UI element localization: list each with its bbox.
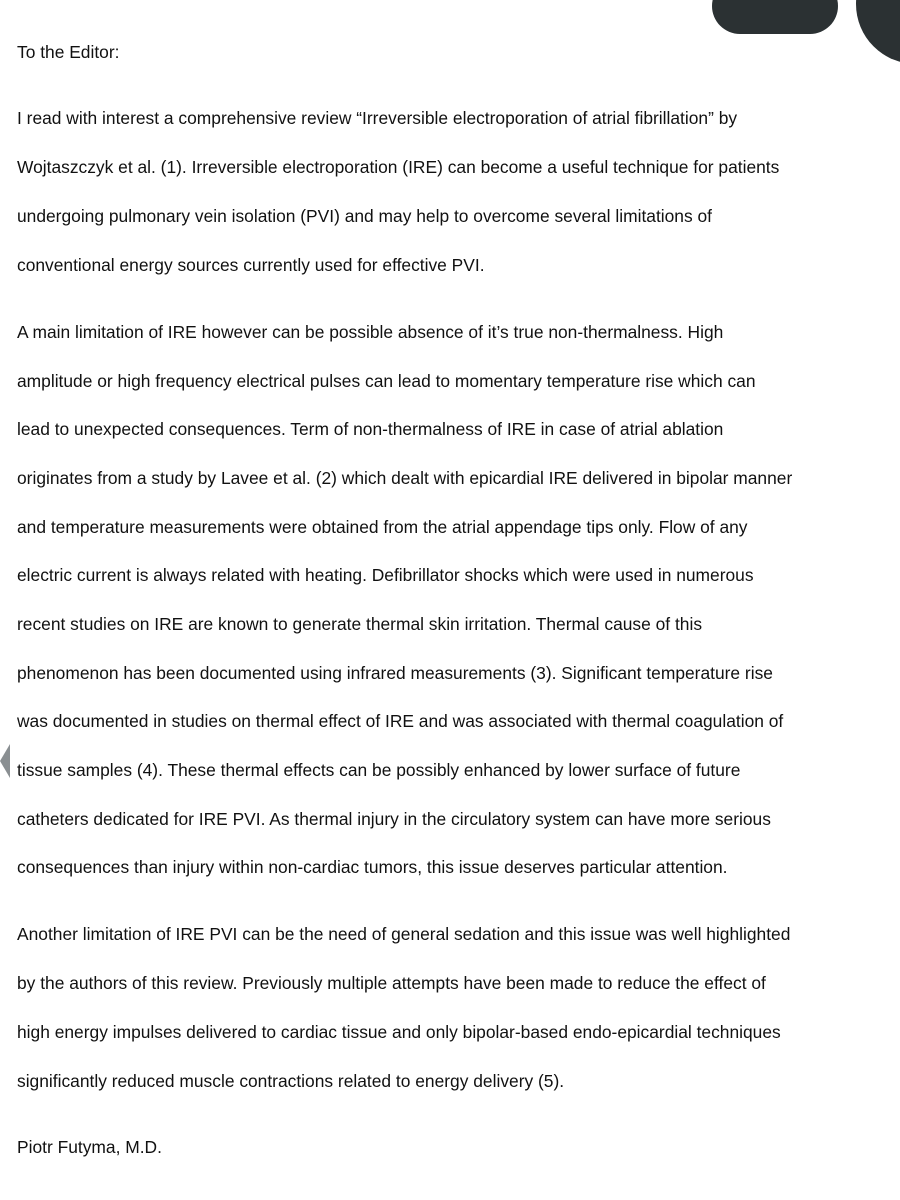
page-indicator-label <box>712 0 838 4</box>
paragraph-line: significantly reduced muscle contractions related to energy delivery (5). <box>17 1071 565 1091</box>
paragraph-line: undergoing pulmonary vein isolation (PVI) and may help to overcome several limitations of <box>17 206 713 226</box>
paragraph-line: recent studies on IRE are known to generate thermal skin irritation. Thermal cause of this <box>17 614 703 634</box>
paragraph-line: by the authors of this review. Previously multiple attempts have been made to reduce the effect of <box>17 973 766 993</box>
paragraph-line: originates from a study by Lavee et al. (2) which dealt with epicardial IRE delivered in bipolar manner <box>17 468 793 488</box>
page-indicator <box>712 0 838 34</box>
viewer-menu-button[interactable] <box>856 0 900 64</box>
paragraph-line: consequences than injury within non-cardiac tumors, this issue deserves particular attention. <box>17 857 728 877</box>
paragraph-line: tissue samples (4). These thermal effects can be possibly enhanced by lower surface of future <box>17 760 741 780</box>
paragraph-line: amplitude or high frequency electrical pulses can lead to momentary temperature rise which can <box>17 371 756 391</box>
paragraph-line: was documented in studies on thermal effect of IRE and was associated with thermal coagulation of <box>17 711 784 731</box>
paragraph-line: high energy impulses delivered to cardiac tissue and only bipolar-based endo-epicardial techniques <box>17 1022 781 1042</box>
paragraph-line: A main limitation of IRE however can be possible absence of it’s true non-thermalness. High <box>17 322 724 342</box>
paragraph-line: phenomenon has been documented using infrared measurements (3). Significant temperature rise <box>17 663 773 683</box>
paragraph-line: lead to unexpected consequences. Term of non-thermalness of IRE in case of atrial ablation <box>17 419 724 439</box>
paragraph-line: electric current is always related with heating. Defibrillator shocks which were used in numerous <box>17 565 754 585</box>
paragraph-line: I read with interest a comprehensive review “Irreversible electroporation of atrial fibrillation” by <box>17 108 738 128</box>
paragraph-line: catheters dedicated for IRE PVI. As thermal injury in the circulatory system can have more serious <box>17 809 771 829</box>
side-handle-icon[interactable] <box>0 744 10 778</box>
signature: Piotr Futyma, M.D. <box>17 1137 162 1157</box>
paragraph-line: Another limitation of IRE PVI can be the need of general sedation and this issue was well highlighted <box>17 924 791 944</box>
paragraph-line: conventional energy sources currently used for effective PVI. <box>17 255 485 275</box>
paragraph-line: and temperature measurements were obtained from the atrial appendage tips only. Flow of any <box>17 517 748 537</box>
paragraph-line: Wojtaszczyk et al. (1). Irreversible electroporation (IRE) can become a useful technique for patients <box>17 157 780 177</box>
salutation: To the Editor: <box>17 42 120 62</box>
